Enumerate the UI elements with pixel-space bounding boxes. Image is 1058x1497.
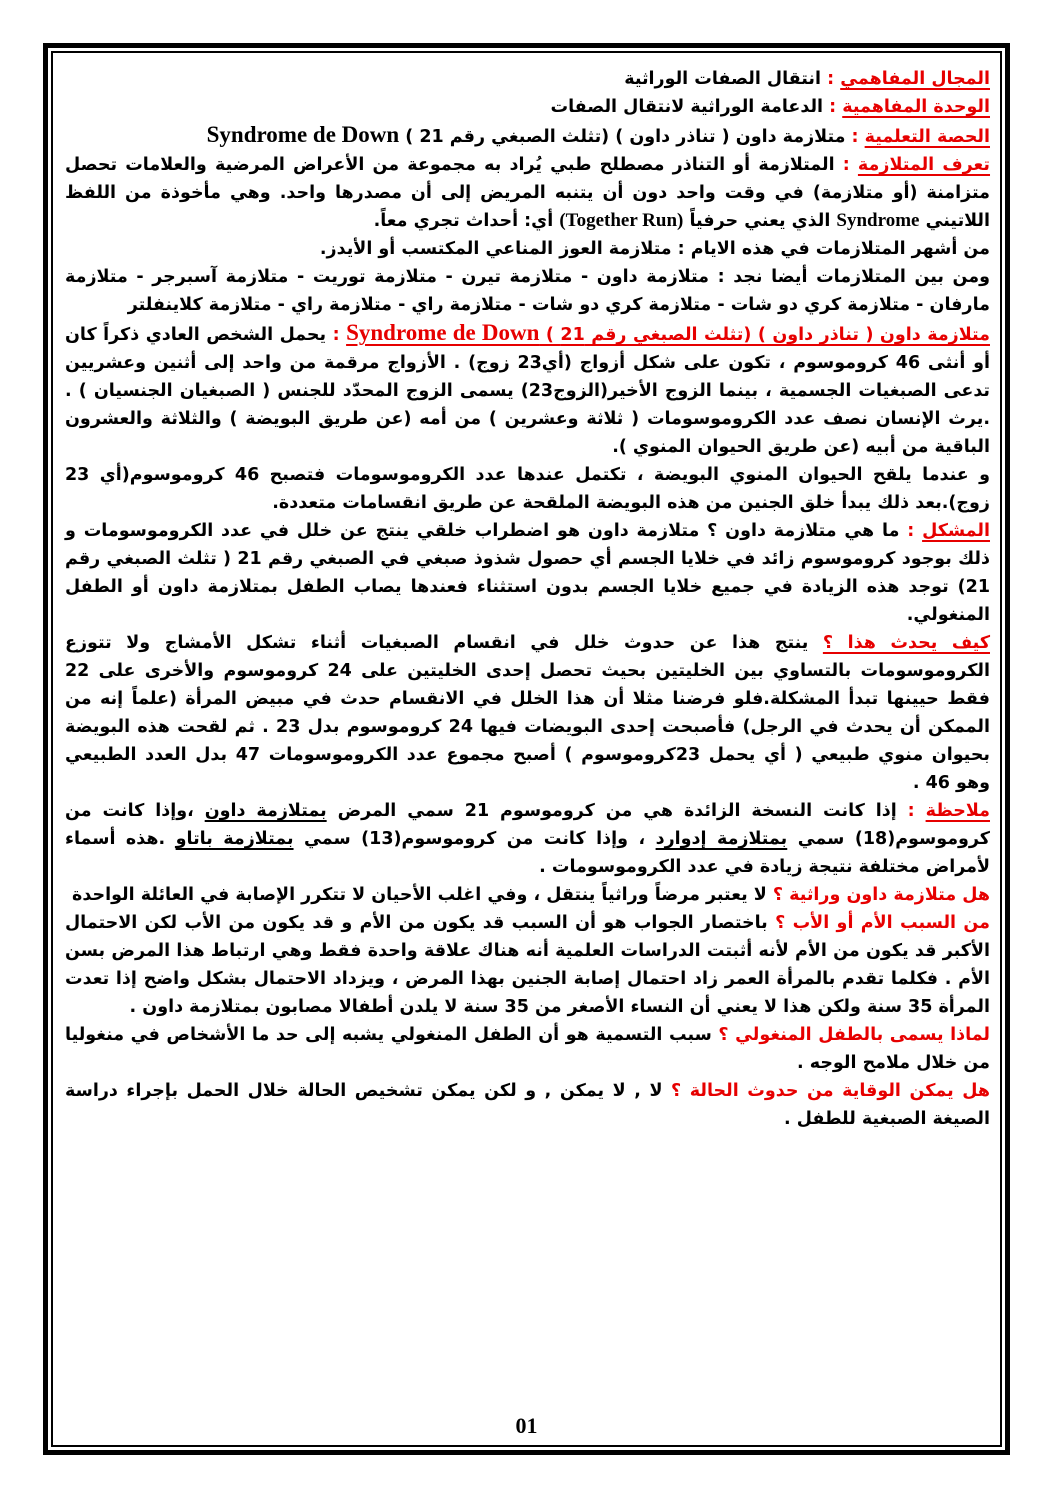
- colon: :: [821, 69, 841, 89]
- colon: :: [899, 521, 923, 541]
- value-conceptual-unit: الدعامة الوراثية لانتقال الصفات: [550, 97, 824, 117]
- heading-how-it-happens: كيف يحدث هذا ؟: [822, 633, 990, 653]
- document-body: [65, 65, 990, 1133]
- section-down-syndrome: [65, 319, 990, 461]
- definition-text-1: المتلازمة أو التناذر مصطلح طبي يُراد به مجموعة من الأعراض المرضية والعلامات تحصل متزامنة (أو متلازمة) في وقت واحد دون أن يتنبه المريض إلى أن مصدرها واحد. وهي مأخوذة من اللفظ اللاتيني: [65, 155, 990, 231]
- heading-note: ملاحظة: [925, 801, 990, 821]
- latin-together-run: (Together Run): [559, 210, 684, 231]
- value-conceptual-domain: انتقال الصفات الوراثية: [624, 69, 821, 89]
- problem-body: ما هي متلازمة داون ؟ متلازمة داون هو اضطراب خلقي ينتج عن خلل في عدد الكروموسومات و ذلك بوجود كروموسوم زائد في خلايا الجسم أي حصول شذوذ صبغي في الصبغي رقم 21 ( تثلث الصبغي رقم 21) توجد هذه الزيادة في جميع خلايا الجسم بدون استثناء فعندها يصاب الطفل بمتلازمة داون أو الطفل المنغولي.: [65, 521, 990, 625]
- heading-mongolian-child-question: لماذا يسمى بالطفل المنغولي ؟: [718, 1025, 990, 1045]
- heading-down-syndrome-arabic: متلازمة داون ( تناذر داون ) (تثلث الصبغي رقم 21 ): [539, 325, 990, 345]
- how-it-happens-body: ينتج هذا عن حدوث خلل في انقسام الصبغيات أثناء تشكل الأمشاج ولا تتوزع الكروموسومات بالتساوي بين الخليتين بحيث تحصل إحدى الخليتين على 24 كروموسوم والأخرى على 22 فقط حيينها تبدأ المشكلة.فلو فرضنا مثلا أن هذا الخلل في الانقسام حدث في مبيض المرأة (علماً إنه من الممكن أن يحدث في الرجل) فأصبحت إحدى البويضات فيها 24 كروموسوم بدل 23 . ثم لقحت هذه البويضة بحيوان منوي طبيعي ( أي يحمل 23كروموسوم ) أصبح مجموع عدد الكروموسومات 47 بدل العدد الطبيعي وهو 46 .: [65, 633, 991, 793]
- section-hereditary-question: [65, 881, 990, 909]
- page-border-outer: [43, 43, 1010, 1455]
- colon: :: [845, 127, 865, 147]
- down-syndrome-body-1: يحمل الشخص العادي ذكراً كان أو أنثى 46 كروموسوم ، تكون على شكل أزواج (أي23 زوج) . الأزواج مرقمة من واحد إلى أثنين وعشريين تدعى الصبغيات الجسمية ، بينما الزوج الأخير(الزوج23) يسمى الزوج المحدّد للجنس ( الصبغيان الجنسيان ) . .يرث الإنسان نصف عدد الكروموسومات ( ثلاثة وعشرين ) من أمه (عن طريق البويضة ) والثلاثة والعشرون الباقية من أبيه (عن طريق الحيوان المنوي ).: [65, 325, 990, 457]
- colon: :: [823, 97, 843, 117]
- colon: :: [896, 801, 926, 821]
- heading-prevention-question: هل يمكن الوقاية من حدوث الحالة ؟: [671, 1081, 990, 1101]
- lesson-title-arabic: متلازمة داون ( تناذر داون ) (تثلث الصبغي رقم 21 ): [399, 127, 846, 147]
- section-how-it-happens: [65, 629, 990, 797]
- header-line-conceptual-unit: [65, 93, 990, 121]
- famous-syndromes-line: من أشهر المتلازمات في هذه الايام : متلازمة العوز المناعي المكتسب أو الأيدز.: [319, 239, 990, 259]
- section-syndrome-definition: [65, 151, 990, 235]
- section-prevention-question: [65, 1077, 990, 1133]
- section-problem: [65, 517, 990, 629]
- hereditary-answer: لا يعتبر مرضاً وراثياً ينتقل ، وفي اغلب الأحيان لا تتكرر الإصابة في العائلة الواحدة: [72, 885, 773, 905]
- label-conceptual-unit: الوحدة المفاهمية: [842, 97, 990, 117]
- underlined-edwards-syndrome-name: بمتلازمة إدوارد: [655, 829, 788, 849]
- definition-text-3: أي: أحداث تجري معاً.: [373, 211, 560, 231]
- heading-problem: المشكل: [922, 521, 990, 541]
- header-line-conceptual-domain: [65, 65, 990, 93]
- heading-syndrome-definition: تعرف المتلازمة: [857, 155, 991, 175]
- heading-cause-question: من السبب الأم أو الأب ؟: [775, 913, 990, 933]
- section-note: [65, 797, 990, 881]
- prevention-answer: لا , لا يمكن , و لكن يمكن تشخيص الحالة خلال الحمل بإجراء دراسة الصيغة الصبغية للطفل .: [65, 1081, 990, 1129]
- underlined-down-syndrome-name: بمتلازمة داون: [204, 801, 327, 821]
- section-cause-question: [65, 909, 990, 1021]
- page-border-inner: [51, 51, 1002, 1447]
- syndromes-list-line: ومن بين المتلازمات أيضا نجد : متلازمة داون - متلازمة تيرن - متلازمة توريت - متلازمة آسبرجر - متلازمة مارفان - متلازمة كري دو شات - متلازمة كري دو شات - متلازمة راي - متلازمة راي - متلازمة كلاينفلتر: [65, 267, 990, 315]
- header-line-lesson-title: [65, 121, 990, 151]
- heading-down-syndrome-latin: Syndrome de Down: [346, 320, 540, 345]
- note-text-3: ، وإذا كانت من كروموسوم(13) سمي: [293, 829, 656, 849]
- lesson-title-latin: Syndrome de Down: [206, 122, 400, 147]
- underlined-patau-syndrome-name: بمتلازمة باتاو: [175, 829, 294, 849]
- heading-hereditary-question: هل متلازمة داون وراثية ؟: [772, 885, 990, 905]
- mongolian-child-answer: سبب التسمية هو أن الطفل المنغولي يشبه إلى حد ما الأشخاص في منغوليا من خلال ملامح الوجه .: [65, 1025, 990, 1073]
- note-text-1: إذا كانت النسخة الزائدة هي من كروموسوم 21 سمي المرض: [326, 801, 897, 821]
- section-mongolian-child-question: [65, 1021, 990, 1077]
- fertilization-paragraph: و عندما يلقح الحيوان المنوي البويضة ، تكتمل عندها عدد الكروموسومات فتصبح 46 كروموسوم(أي 23 زوج).بعد ذلك يبدأ خلق الجنين من هذه البويضة الملقحة عن طريق انقسامات متعددة.: [65, 465, 990, 513]
- label-conceptual-domain: المجال المفاهمي: [840, 69, 990, 89]
- latin-syndrome-word: Syndrome: [836, 210, 920, 231]
- colon: :: [834, 155, 858, 175]
- cause-answer: باختصار الجواب هو أن السبب قد يكون من الأم و قد يكون من الأب لكن الاحتمال الأكبر قد يكون من الأم لأنه أثبتت الدراسات العلمية أنه هناك علاقة واحدة فقط وهي ارتباط هذا المرض بسن الأم . فكلما تقدم بالمرأة العمر زاد احتمال إصابة الجنين بهذا المرض ، ويزداد الاحتمال بشكل واضح إذا تعدت المرأة 35 سنة ولكن هذا لا يعني أن النساء الأصغر من 35 سنة لا يلدن أطفالا مصابون بمتلازمة داون .: [65, 913, 990, 1017]
- colon: :: [326, 325, 347, 345]
- definition-text-2: الذي يعني حرفياً: [683, 211, 837, 231]
- note-text-4: .هذه أسماء لأمراض مختلفة نتيجة زيادة في عدد الكروموسومات .: [65, 829, 990, 877]
- label-lesson: الحصة التعلمية: [864, 127, 990, 147]
- page-number: 01: [515, 1413, 538, 1438]
- note-text-2: ،وإذا كانت من كروموسوم(18) سمي: [65, 801, 990, 849]
